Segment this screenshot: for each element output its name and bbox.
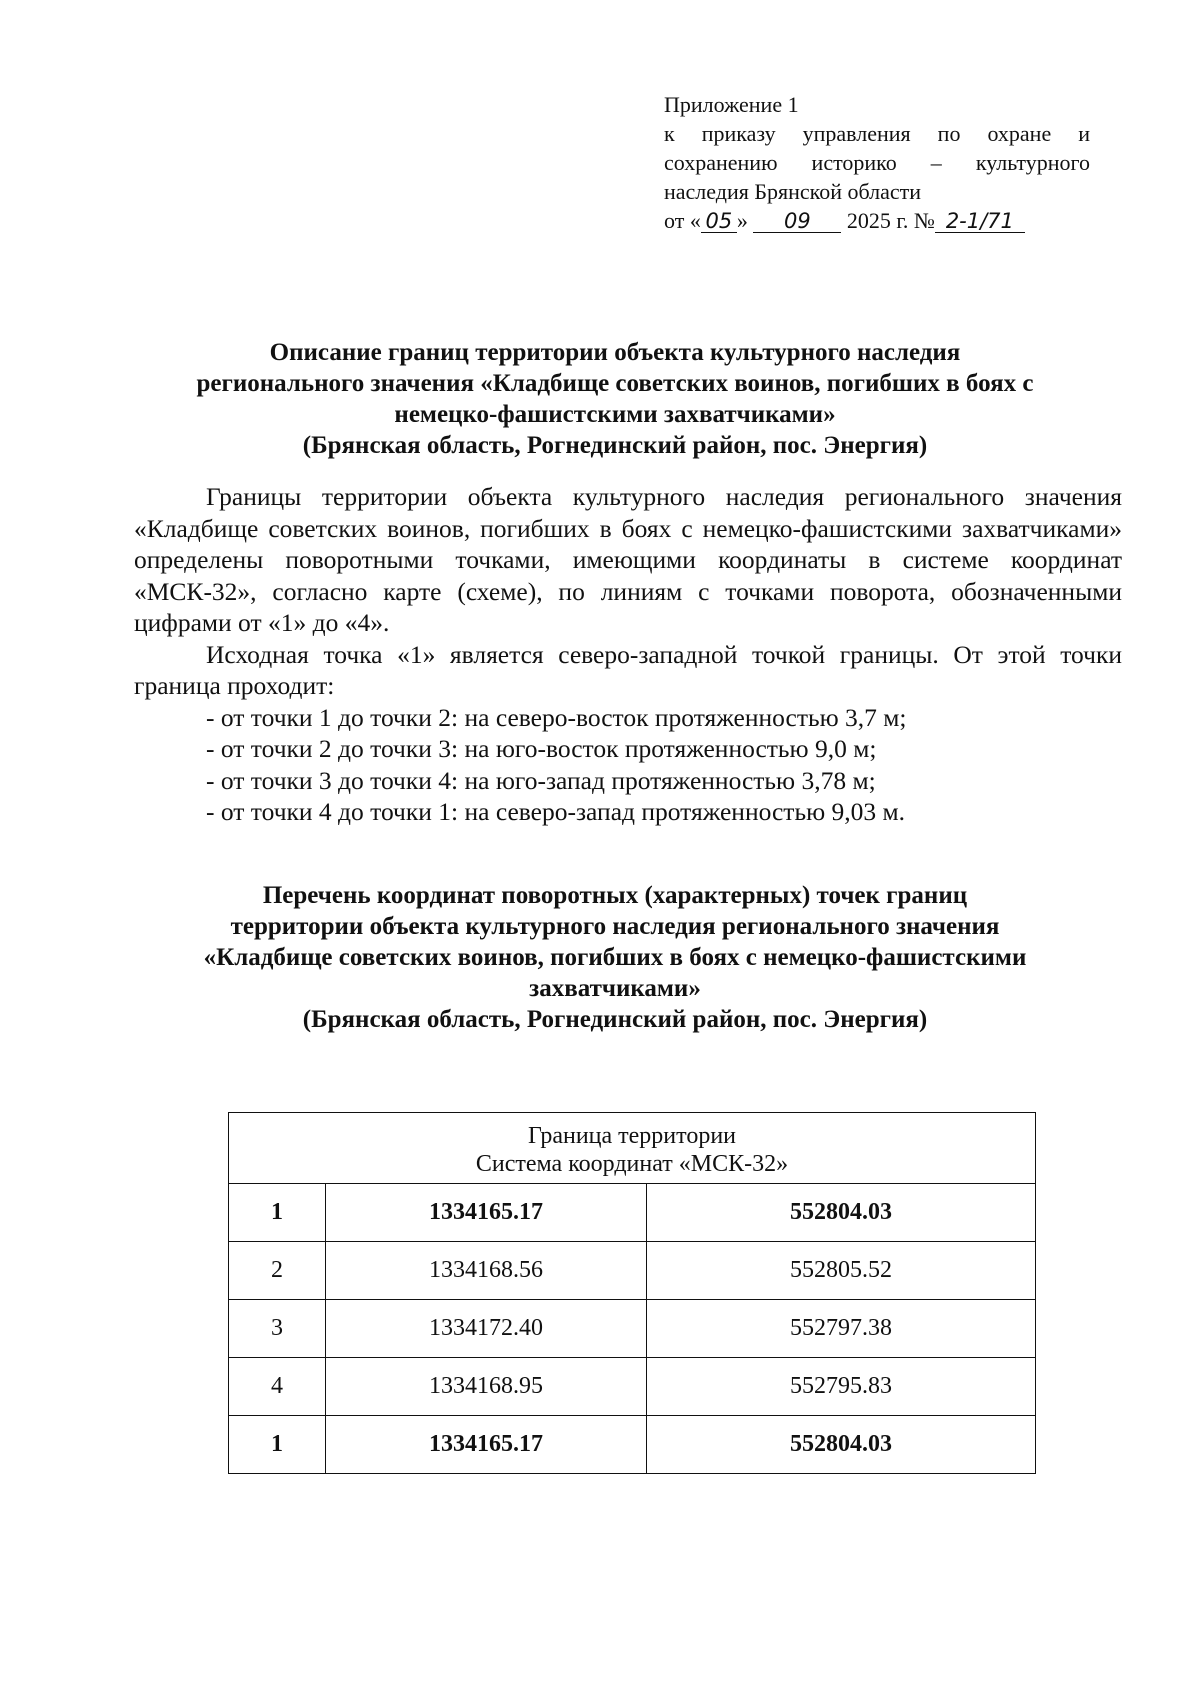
appendix-line-3: сохранению историко – культурного xyxy=(664,150,1090,175)
start-point-paragraph: Исходная точка «1» является северо-западной точкой границы. От этой точки граница проходит: xyxy=(134,639,1122,700)
point-cell: 1 xyxy=(229,1416,326,1474)
heading2-line5: (Брянская область, Рогнединский район, пос. Энергия) xyxy=(302,1006,928,1033)
heading1-line3: немецко-фашистскими захватчиками» xyxy=(394,401,836,428)
table-header-row xyxy=(229,1113,1036,1184)
boundary-segments-list xyxy=(134,702,1122,828)
list-item: - от точки 1 до точки 2: на северо-восток протяженностью 3,7 м; xyxy=(206,702,907,732)
description-heading xyxy=(130,337,1100,461)
y-cell: 552805.52 xyxy=(647,1242,1036,1300)
x-cell: 1334165.17 xyxy=(326,1184,647,1242)
coordinates-table xyxy=(228,1112,1036,1474)
table-row xyxy=(229,1358,1036,1416)
list-item: - от точки 4 до точки 1: на северо-запад протяженностью 9,03 м. xyxy=(206,797,906,826)
x-cell: 1334172.40 xyxy=(326,1300,647,1358)
list-item: - от точки 3 до точки 4: на юго-запад протяженностью 3,78 м; xyxy=(206,765,876,795)
appendix-date-line xyxy=(664,206,1090,235)
heading1-line2: регионального значения «Кладбище советских воинов, погибших в боях с xyxy=(196,370,1034,397)
boundary-paragraph: Границы территории объекта культурного наследия регионального значения «Кладбище советских воинов, погибших в боях с немецко-фашистскими захватчиками» определены поворотными точками, имеющими координаты в системе координат «МСК-32», согласно карте (схеме), по линиям с точками поворота, обозначенными цифрами от «1» до «4». xyxy=(134,482,1122,637)
handwritten-order-number: 2-1/71 xyxy=(935,210,1025,233)
list-item: - от точки 2 до точки 3: на юго-восток протяженностью 9,0 м; xyxy=(206,734,877,763)
description-body xyxy=(134,481,1122,828)
table-row xyxy=(229,1300,1036,1358)
point-cell: 4 xyxy=(229,1358,326,1416)
coordinates-heading xyxy=(130,880,1100,1035)
table-header xyxy=(229,1113,1036,1184)
point-cell: 3 xyxy=(229,1300,326,1358)
handwritten-day: 05 xyxy=(701,210,737,233)
heading2-line1: Перечень координат поворотных (характерных) точек границ xyxy=(262,882,968,909)
date-year: 2025 г. № xyxy=(846,208,935,233)
y-cell: 552804.03 xyxy=(647,1416,1036,1474)
heading1-line1: Описание границ территории объекта культурного наследия xyxy=(269,339,961,366)
table-row xyxy=(229,1416,1036,1474)
point-cell: 2 xyxy=(229,1242,326,1300)
appendix-line-4: наследия Брянской области xyxy=(664,179,922,204)
heading1-line4: (Брянская область, Рогнединский район, пос. Энергия) xyxy=(302,432,928,459)
heading2-line4: захватчиками» xyxy=(529,975,701,1002)
x-cell: 1334165.17 xyxy=(326,1416,647,1474)
table-row xyxy=(229,1184,1036,1242)
appendix-line-2: к приказу управления по охране и xyxy=(664,121,1090,146)
table-header-line2: Система координат «МСК-32» xyxy=(475,1151,789,1177)
table-header-line1: Граница территории xyxy=(527,1123,737,1149)
point-cell: 1 xyxy=(229,1184,326,1242)
appendix-block xyxy=(664,90,1090,235)
x-cell: 1334168.56 xyxy=(326,1242,647,1300)
y-cell: 552797.38 xyxy=(647,1300,1036,1358)
y-cell: 552804.03 xyxy=(647,1184,1036,1242)
handwritten-month: 09 xyxy=(753,210,841,233)
appendix-title: Приложение 1 xyxy=(664,92,799,117)
table-row xyxy=(229,1242,1036,1300)
y-cell: 552795.83 xyxy=(647,1358,1036,1416)
heading2-line3: «Кладбище советских воинов, погибших в боях с немецко-фашистскими xyxy=(203,944,1027,971)
date-mid: » xyxy=(736,208,748,233)
x-cell: 1334168.95 xyxy=(326,1358,647,1416)
date-prefix: от « xyxy=(664,208,701,233)
heading2-line2: территории объекта культурного наследия регионального значения xyxy=(230,913,1000,940)
